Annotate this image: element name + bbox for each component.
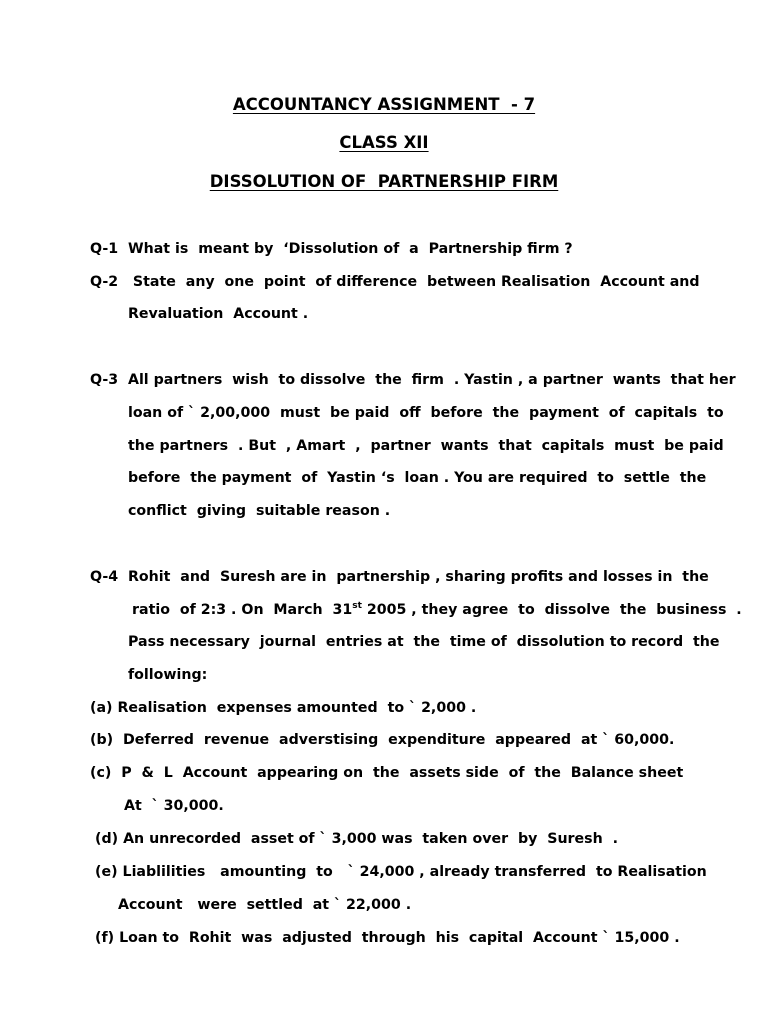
question-4-line-2-post: 2005 , they agree to dissolve the business . xyxy=(361,602,742,618)
question-2-line-1: Q-2 State any one point of difference between Realisation Account and xyxy=(90,274,700,290)
question-4-line-4: following: xyxy=(128,667,208,683)
question-4-line-2-pre: ratio of 2:3 . On March 31 xyxy=(132,602,353,618)
question-1: Q-1 What is meant by ‘Dissolution of a Partnership firm ? xyxy=(90,241,573,257)
question-3-line-4: before the payment of Yastin ‘s loan . You are required to settle the xyxy=(128,470,707,486)
item-d: (d) An unrecorded asset of ` 3,000 was taken over by Suresh . xyxy=(95,831,618,847)
assignment-title: ACCOUNTANCY ASSIGNMENT - 7 xyxy=(232,95,536,114)
question-4-line-2 xyxy=(132,601,742,619)
question-3-line-2: loan of ` 2,00,000 must be paid off before the payment of capitals to xyxy=(128,405,724,421)
topic-heading: DISSOLUTION OF PARTNERSHIP FIRM xyxy=(209,172,559,191)
question-3-line-5: conflict giving suitable reason . xyxy=(128,503,391,519)
ordinal-suffix: st xyxy=(352,601,362,611)
question-3-line-3: the partners . But , Amart , partner wants that capitals must be paid xyxy=(128,438,724,454)
item-c-line-2: At ` 30,000. xyxy=(124,798,224,814)
item-f: (f) Loan to Rohit was adjusted through his capital Account ` 15,000 . xyxy=(95,930,680,946)
item-e-line-2: Account were settled at ` 22,000 . xyxy=(118,897,412,913)
item-c-line-1: (c) P & L Account appearing on the assets side of the Balance sheet xyxy=(90,765,684,781)
question-4-line-3: Pass necessary journal entries at the time of dissolution to record the xyxy=(128,634,720,650)
class-heading: CLASS XII xyxy=(339,133,429,152)
question-4-line-1: Q-4 Rohit and Suresh are in partnership , sharing profits and losses in the xyxy=(90,569,709,585)
item-e-line-1: (e) Liablilities amounting to ` 24,000 , already transferred to Realisation xyxy=(95,864,707,880)
question-2-line-2: Revaluation Account . xyxy=(128,306,309,322)
question-3-line-1: Q-3 All partners wish to dissolve the firm . Yastin , a partner wants that her xyxy=(90,372,736,388)
item-a: (a) Realisation expenses amounted to ` 2,000 . xyxy=(90,700,477,716)
item-b: (b) Deferred revenue adverstising expenditure appeared at ` 60,000. xyxy=(90,732,675,748)
